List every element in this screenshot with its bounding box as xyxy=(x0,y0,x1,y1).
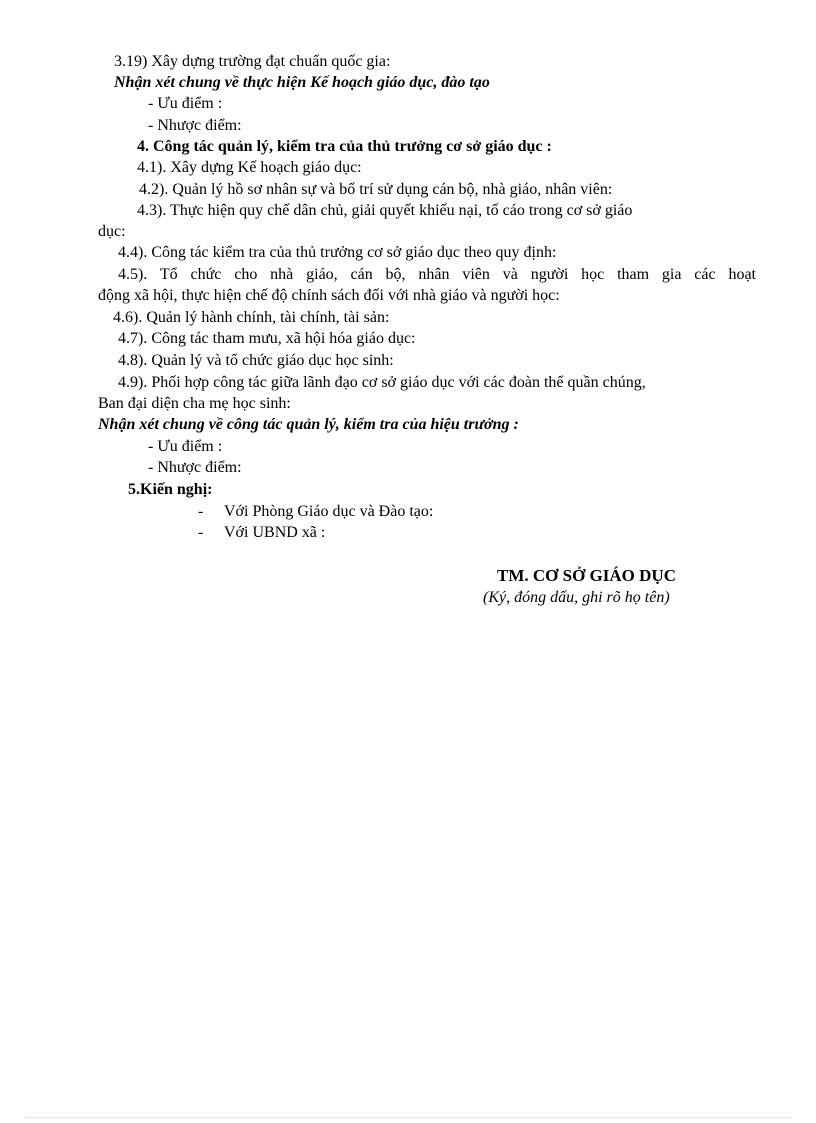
section-5-heading: 5.Kiến nghị: xyxy=(128,481,213,498)
item-4-3: 4.3). Thực hiện quy chế dân chủ, giải quyết khiếu nại, tố cáo trong cơ sở giáo xyxy=(137,202,633,219)
recommendation-text: Với Phòng Giáo dục và Đào tạo: xyxy=(224,503,434,520)
recommendation-item xyxy=(198,523,325,543)
disadvantages-label-2: - Nhược điểm: xyxy=(148,459,242,476)
recommendation-text: Với UBND xã : xyxy=(224,524,326,541)
item-3-19: 3.19) Xây dựng trường đạt chuẩn quốc gia: xyxy=(114,53,391,70)
item-4-3-continuation: dục: xyxy=(98,223,126,240)
section-4-heading: 4. Công tác quản lý, kiểm tra của thủ trưởng cơ sở giáo dục : xyxy=(137,138,552,155)
item-4-7: 4.7). Công tác tham mưu, xã hội hóa giáo dục: xyxy=(118,330,416,347)
item-4-9: 4.9). Phối hợp công tác giữa lãnh đạo cơ sở giáo dục với các đoàn thể quần chúng, xyxy=(118,374,646,391)
item-4-6: 4.6). Quản lý hành chính, tài chính, tài sản: xyxy=(113,309,390,326)
bullet-dash: - xyxy=(198,524,204,541)
item-4-5: 4.5). Tổ chức cho nhà giáo, cán bộ, nhân viên và người học tham gia các hoạt xyxy=(118,266,756,283)
disadvantages-label: - Nhược điểm: xyxy=(148,117,242,134)
signature-title: TM. CƠ SỞ GIÁO DỤC xyxy=(497,566,676,585)
item-4-5-continuation: động xã hội, thực hiện chế độ chính sách đối với nhà giáo và người học: xyxy=(98,287,560,304)
recommendation-item xyxy=(198,502,433,522)
item-4-8: 4.8). Quản lý và tổ chức giáo dục học sinh: xyxy=(118,352,394,369)
page-footer-divider xyxy=(24,1117,792,1118)
item-4-1: 4.1). Xây dựng Kế hoạch giáo dục: xyxy=(137,159,362,176)
bullet-dash: - xyxy=(198,503,204,520)
general-comment-management-heading: Nhận xét chung về công tác quản lý, kiểm tra của hiệu trưởng : xyxy=(98,416,519,433)
advantages-label: - Ưu điểm : xyxy=(148,95,223,112)
signature-note: (Ký, đóng dấu, ghi rõ họ tên) xyxy=(483,589,670,606)
advantages-label-2: - Ưu điểm : xyxy=(148,438,223,455)
general-comment-plan-heading: Nhận xét chung về thực hiện Kế hoạch giáo dục, đào tạo xyxy=(114,74,490,91)
item-4-2: 4.2). Quản lý hồ sơ nhân sự và bố trí sử dụng cán bộ, nhà giáo, nhân viên: xyxy=(139,181,613,198)
item-4-9-continuation: Ban đại diện cha mẹ học sinh: xyxy=(98,395,291,412)
item-4-4: 4.4). Công tác kiểm tra của thủ trưởng cơ sở giáo dục theo quy định: xyxy=(118,244,557,261)
